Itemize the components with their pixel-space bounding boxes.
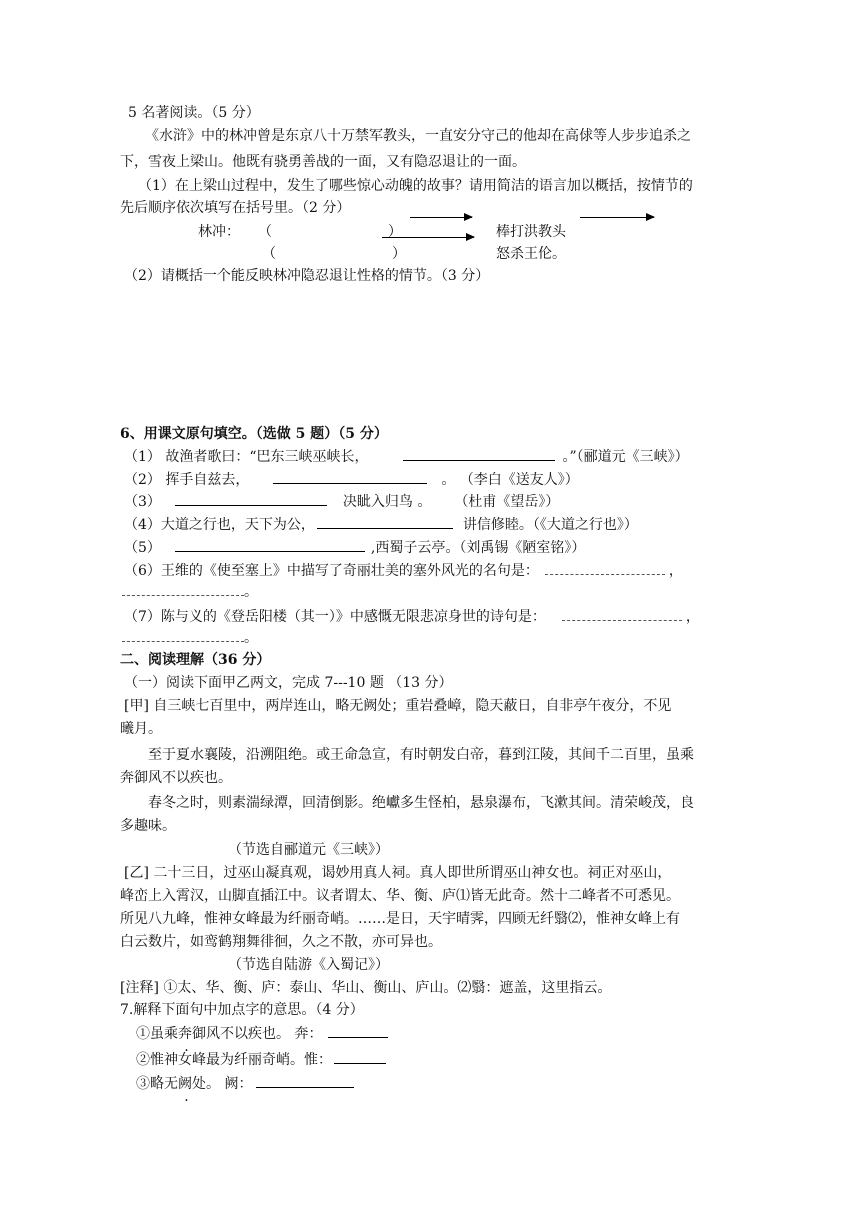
q6-item3-num: （3）: [124, 494, 161, 510]
q6-item6-blank-2[interactable]: [122, 581, 244, 596]
event-box-2: 怒杀王伦。: [496, 246, 566, 262]
lin-chong-label: 林冲：: [198, 224, 240, 240]
answer-paren-open-1: （: [258, 224, 272, 240]
jia-line5: 春冬之时，则素湍绿潭，回清倒影。绝巘多生怪柏，悬泉瀑布，飞漱其间。清荣峻茂，良: [148, 795, 694, 811]
q6-item1-blank[interactable]: [403, 446, 555, 461]
q7-item2-post: 神女峰最为纤丽奇峭。惟：: [164, 1052, 332, 1068]
flow-arrow-2: [382, 237, 474, 238]
q6-item3-text: 决眦入归鸟 。: [342, 494, 432, 510]
jia-line1: [甲] 自三峡七百里中，两岸连山，略无阙处；重岩叠嶂，隐天蔽日，自非亭午夜分，不见: [124, 698, 672, 714]
q7-item2-blank[interactable]: [334, 1049, 386, 1064]
q6-item7-cont: [122, 627, 258, 648]
q6-item7: [124, 606, 700, 627]
annotation-note: [注释] ①太、华、衡、庐：泰山、华山、衡山、庐山。⑵翳：遮盖，这里指云。: [120, 980, 612, 996]
q5-sub2: （2）请概括一个能反映林冲隐忍退让性格的情节。（3 分）: [124, 268, 490, 284]
q6-item4-source: 讲信修睦。（《大道之行也》）: [462, 517, 638, 533]
q7-title: 7.解释下面句中加点字的意思。（4 分）: [120, 1002, 364, 1018]
q6-item6-cont: [122, 581, 258, 602]
q5-title: 5 名著阅读。（5 分）: [128, 105, 260, 121]
q6-item5-blank[interactable]: [175, 537, 365, 552]
q6-item4: [124, 514, 638, 535]
q6-item4-text: （4）大道之行也，天下为公，: [124, 517, 315, 533]
flow-arrow-1: [410, 217, 472, 218]
q6-item2-blank[interactable]: [273, 469, 427, 484]
q6-item3-source: （杜甫《望岳》）: [461, 494, 560, 510]
q6-item6-end: 。: [244, 584, 258, 600]
yi-line2: 峰峦上入霄汉，山脚直插江中。议者谓太、华、衡、庐⑴皆无此奇。然十二峰者不可悉见。: [120, 888, 680, 904]
section-one-heading: （一）阅读下面甲乙两文，完成 7---10 题 （13 分）: [124, 675, 453, 691]
part2-title: 二、阅读理解（36 分）: [120, 652, 271, 668]
q6-title: 6、用课文原句填空。（选做 5 题）（5 分）: [120, 426, 388, 442]
q5-sub1-line2: 先后顺序依次填写在括号里。（2 分）: [120, 200, 351, 216]
q7-item3-blank[interactable]: [256, 1073, 354, 1088]
q5-sub1-line1: （1）在上梁山过程中，发生了哪些惊心动魄的故事？请用简洁的语言加以概括，按情节的: [138, 178, 693, 194]
q6-item6-blank-1[interactable]: [545, 560, 665, 575]
event-box-1: 棒打洪教头: [496, 224, 566, 240]
q6-item5: [124, 537, 585, 558]
jia-line3: 至于夏水襄陵，沿溯阻绝。或王命急宣，有时朝发白帝，暮到江陵，其间千二百里，虽乘: [148, 747, 694, 763]
q6-item6-comma: ，: [668, 563, 683, 579]
jia-source: （节选自郦道元《三峡》）: [228, 842, 389, 858]
q7-item3-post: 处。 阙：: [192, 1076, 253, 1092]
jia-line6: 多趣味。: [120, 818, 176, 834]
q6-item1-source: 。”（郦道元《三峡》）: [562, 449, 689, 465]
q7-item2: [136, 1049, 386, 1070]
q6-item7-comma: ，: [685, 609, 700, 625]
q6-item6: [124, 560, 683, 581]
jia-line2: 曦月。: [120, 721, 162, 737]
q7-item1-pre: ①虽乘: [136, 1026, 178, 1042]
q7-item3: [136, 1073, 354, 1094]
q6-item4-blank[interactable]: [317, 514, 453, 529]
q6-item2-source: 。 （李白《送友人》）: [441, 472, 579, 488]
q7-item1-blank[interactable]: [328, 1023, 388, 1038]
answer-paren-close-2: ）: [392, 246, 406, 262]
yi-line3: 所见八九峰，惟神女峰最为纤丽奇峭。……是日，天宇晴霁，四顾无纤翳⑵，惟神女峰上有: [120, 911, 680, 927]
q6-item6-text: （6）王维的《使至塞上》中描写了奇丽壮美的塞外风光的名句是：: [124, 563, 539, 579]
q6-item5-source: ,西蜀子云亭。（刘禹锡《陋室铭》）: [370, 540, 586, 556]
q6-item1-text: （1） 故渔者歌曰：“巴东三峡巫峡长，: [124, 449, 369, 465]
q6-item3-blank[interactable]: [175, 491, 327, 506]
q7-item2-dotted-char: 惟: [150, 1052, 164, 1068]
q7-item2-pre: ②: [136, 1052, 150, 1068]
q5-intro-line2: 下，雪夜上梁山。他既有骁勇善战的一面，又有隐忍退让的一面。: [120, 154, 526, 170]
yi-source: （节选自陆游《入蜀记》）: [228, 957, 389, 973]
yi-line1: [乙] 二十三日，过巫山凝真观，谒妙用真人祠。真人即世所谓巫山神女也。祠正对巫山，: [124, 865, 672, 881]
q7-item1-dotted-char: 奔: [178, 1026, 192, 1042]
q6-item2-text: （2） 挥手自兹去，: [124, 472, 250, 488]
jia-line4: 奔御风不以疾也。: [120, 770, 232, 786]
q7-item1: [136, 1023, 388, 1044]
flow-arrow-3: [580, 217, 654, 218]
q7-item3-pre: ③略无: [136, 1076, 178, 1092]
q6-item7-text: （7）陈与义的《登岳阳楼（其一）》中感慨无限悲凉身世的诗句是：: [124, 609, 546, 625]
answer-paren-close-1: ）: [388, 224, 402, 240]
q6-item1: [124, 446, 689, 467]
q6-item7-blank-2[interactable]: [122, 627, 244, 642]
answer-paren-open-2: （: [262, 246, 276, 262]
q6-item3: [124, 491, 559, 512]
q5-intro-line1: 《水浒》中的林冲曾是东京八十万禁军教头，一直安分守己的他却在高俅等人步步追杀之: [145, 128, 691, 144]
q7-item1-post: 御风不以疾也。 奔：: [192, 1026, 323, 1042]
q6-item7-end: 。: [244, 630, 258, 646]
q6-item7-blank-1[interactable]: [562, 606, 682, 621]
yi-line4: 白云数片，如鸾鹤翔舞徘徊，久之不散，亦可异也。: [120, 934, 442, 950]
q7-item3-dotted-char: 阙: [178, 1076, 192, 1092]
q6-item5-num: （5）: [124, 540, 161, 556]
q6-item2: [124, 469, 579, 490]
